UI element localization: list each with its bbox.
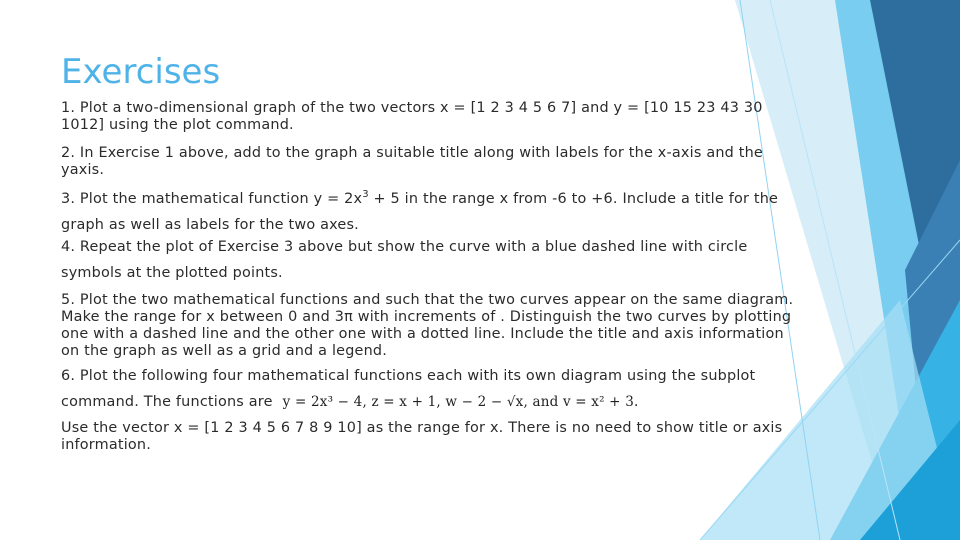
exercise-6-text: 6. Plot the following four mathematical functions each with its own diagram using the subplot command. The functions are	[61, 368, 756, 410]
exercise-5: 5. Plot the two mathematical functions and such that the two curves appear on the same diagram. Make the range for x between 0 and 3π with increments of . Distinguish the two curves by plotting one with a dashed line and the other one with a dotted line. Include the title and axis information on the graph as well as a grid and a legend.	[61, 292, 794, 359]
exercise-3-superscript: 3	[362, 189, 369, 200]
exercise-6	[61, 363, 801, 415]
exercise-1: 1. Plot a two-dimensional graph of the two vectors x = [1 2 3 4 5 6 7] and y = [10 15 23 43 30 1012] using the plot command.	[61, 100, 763, 133]
exercise-3	[61, 182, 801, 238]
exercise-7: Use the vector x = [1 2 3 4 5 6 7 8 9 10] as the range for x. There is no need to show title or axis information.	[61, 420, 783, 453]
slide-title: Exercises	[61, 52, 221, 92]
exercise-3-text-before: 3. Plot the mathematical function y = 2x	[61, 190, 363, 207]
exercise-3-text-after: + 5 in the range x from -6 to +6. Include a title for the graph as well as labels for the two axes.	[61, 190, 779, 233]
exercise-2: 2. In Exercise 1 above, add to the graph a suitable title along with labels for the x-axis and the yaxis.	[61, 145, 763, 178]
exercise-4: 4. Repeat the plot of Exercise 3 above but show the curve with a blue dashed line with circle symbols at the plotted points.	[61, 239, 748, 281]
exercise-6-formula: y = 2x³ − 4, z = x + 1, w − 2 − √x, and v = x² + 3.	[282, 394, 639, 410]
